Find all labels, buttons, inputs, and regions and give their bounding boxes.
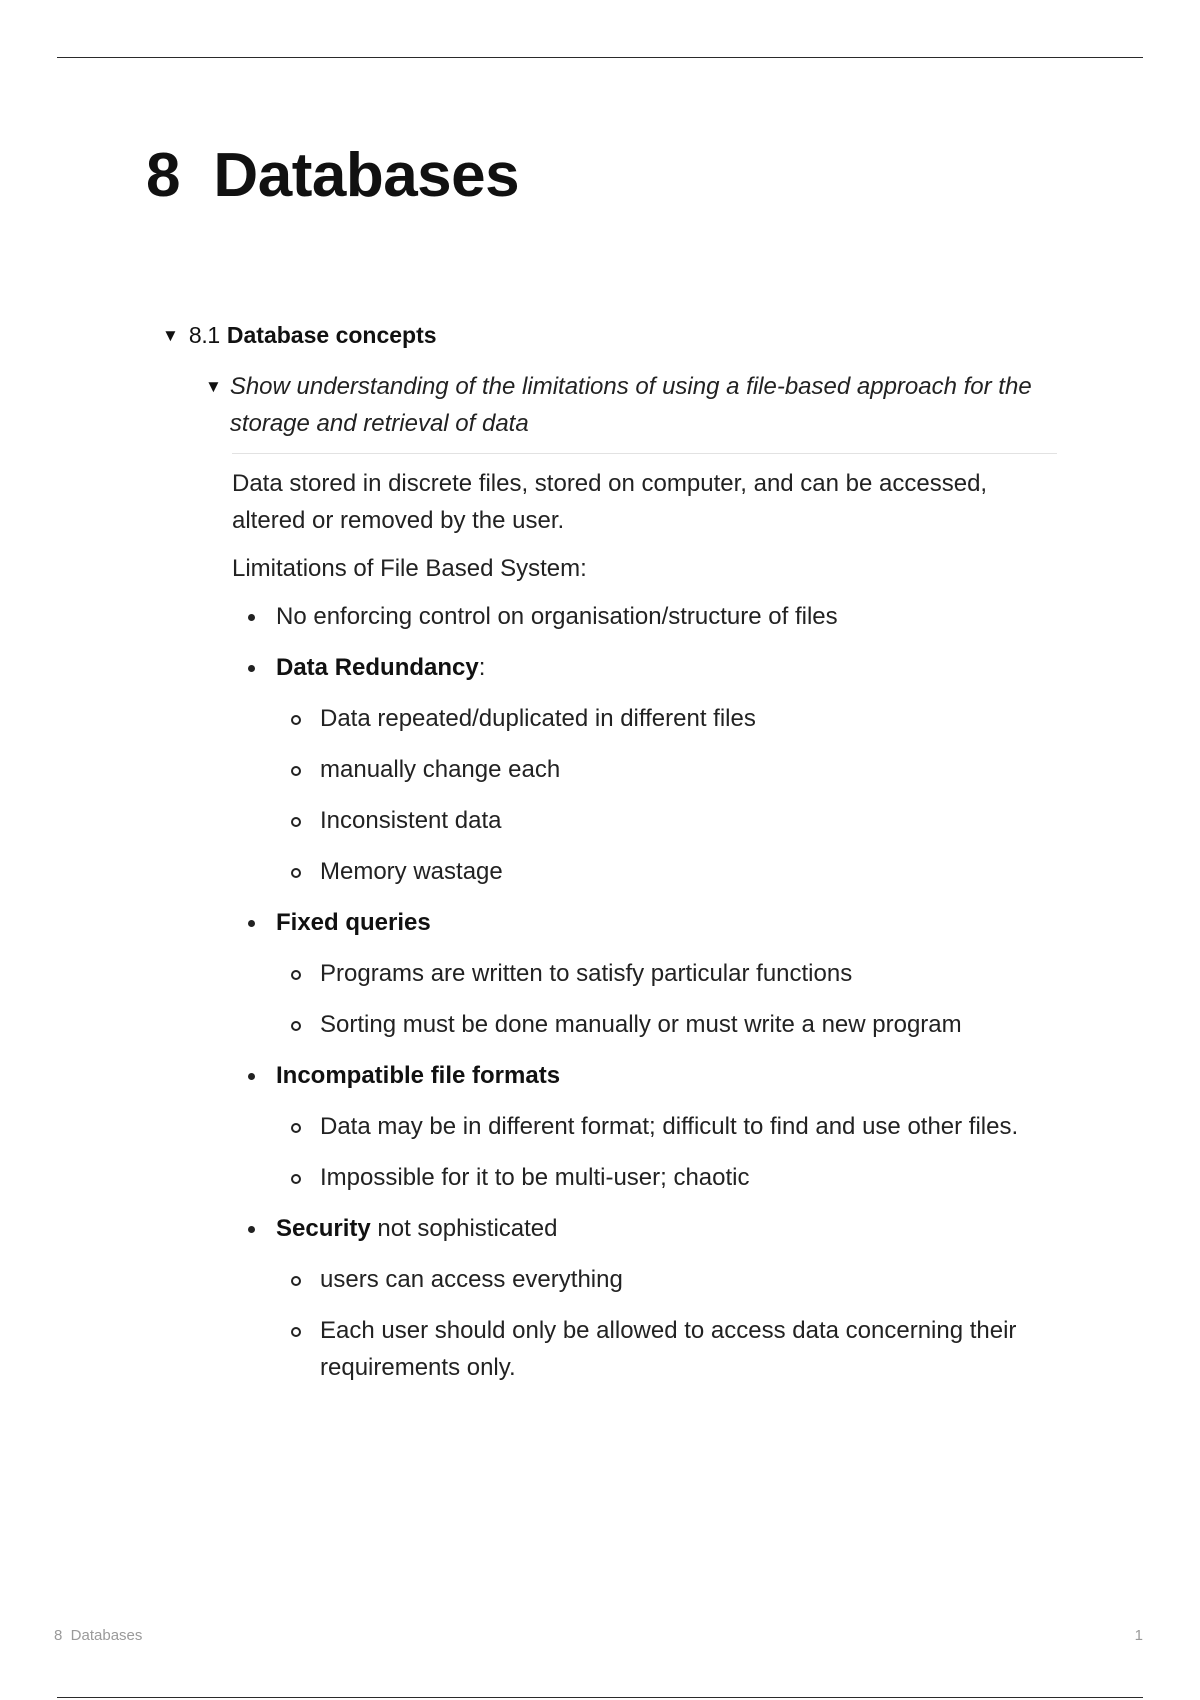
sub-list: [276, 955, 1062, 1043]
hollow-bullet-icon: [291, 715, 301, 725]
sub-list: [276, 1108, 1062, 1196]
hollow-bullet-icon: [291, 1174, 301, 1184]
triangle-down-icon[interactable]: ▼: [162, 326, 179, 345]
sub-list: [276, 1261, 1062, 1386]
page-number: 1: [1134, 1627, 1143, 1644]
divider: [232, 453, 1057, 454]
bullet-icon: [248, 1226, 255, 1233]
sub-list-item-text: Data repeated/duplicated in different files: [320, 705, 756, 732]
bullet-icon: [248, 665, 255, 672]
bullet-icon: [248, 1073, 255, 1080]
list-item-text: [276, 909, 431, 936]
sub-list-item: [276, 955, 1062, 992]
list-item: [232, 1057, 1062, 1196]
list-item: [232, 904, 1062, 1043]
list-item: [232, 649, 1062, 890]
intro-paragraph: Data stored in discrete files, stored on computer, and can be accessed, altered or removed by the user.: [232, 470, 988, 534]
sub-list-item: [276, 853, 1062, 890]
hollow-bullet-icon: [291, 970, 301, 980]
list-item-bold: Data Redundancy: [276, 654, 479, 681]
sub-list-item-text: Inconsistent data: [320, 807, 502, 834]
sub-list: [276, 700, 1062, 890]
hollow-bullet-icon: [291, 817, 301, 827]
sub-list-item: [276, 751, 1062, 788]
section-title: Database concepts: [226, 322, 437, 348]
subtopic-toggle[interactable]: [205, 368, 1055, 442]
hollow-bullet-icon: [291, 1276, 301, 1286]
sub-list-item: [276, 1006, 1062, 1043]
list-item-bold: Fixed queries: [276, 909, 431, 936]
list-item-bold: Incompatible file formats: [276, 1062, 561, 1089]
hollow-bullet-icon: [291, 1123, 301, 1133]
sub-list-item: [276, 802, 1062, 839]
sub-list-item: [276, 1108, 1062, 1145]
bottom-rule: [57, 1697, 1143, 1698]
sub-list-item-text: Impossible for it to be multi-user; chaotic: [320, 1164, 750, 1191]
hollow-bullet-icon: [291, 766, 301, 776]
list-item-rest: No enforcing control on organisation/structure of files: [276, 603, 838, 630]
sub-list-item-text: Programs are written to satisfy particular functions: [320, 960, 853, 987]
section-toggle[interactable]: [162, 322, 437, 349]
sub-list-item: [276, 1312, 1062, 1386]
triangle-down-icon[interactable]: ▼: [205, 377, 222, 396]
sub-list-item-text: Memory wastage: [320, 858, 503, 885]
list-item-rest: :: [478, 654, 486, 681]
sub-list-item: [276, 1159, 1062, 1196]
sub-list-item-text: Sorting must be done manually or must write a new program: [320, 1011, 962, 1038]
sub-list-item-text: manually change each: [320, 756, 561, 783]
subtopic-text: Show understanding of the limitations of using a file-based approach for the storage and retrieval of data: [229, 373, 1032, 437]
toggle-content: [232, 465, 1062, 1400]
section-number: 8.1: [188, 322, 220, 348]
list-item: [232, 1210, 1062, 1386]
sub-list-item-text: Each user should only be allowed to access data concerning their requirements only.: [320, 1317, 1017, 1381]
top-rule: [57, 57, 1143, 58]
page-title: 8 Databases: [146, 141, 520, 210]
footer-title: 8 Databases: [54, 1627, 143, 1644]
list-item-text: [276, 654, 485, 681]
list-item-text: [276, 603, 838, 630]
list-item-text: [276, 1062, 560, 1089]
hollow-bullet-icon: [291, 1327, 301, 1337]
sub-list-item-text: Data may be in different format; difficult to find and use other files.: [320, 1113, 1019, 1140]
sub-list-item: [276, 700, 1062, 737]
sub-list-item-text: users can access everything: [320, 1266, 623, 1293]
list-item: [232, 598, 1062, 635]
list-item-bold: Security: [276, 1215, 371, 1242]
limitations-list: [232, 598, 1062, 1386]
list-item-rest: not sophisticated: [370, 1215, 558, 1242]
hollow-bullet-icon: [291, 868, 301, 878]
limitations-heading: Limitations of File Based System:: [232, 555, 587, 582]
bullet-icon: [248, 920, 255, 927]
sub-list-item: [276, 1261, 1062, 1298]
bullet-icon: [248, 614, 255, 621]
list-item-text: [276, 1215, 558, 1242]
hollow-bullet-icon: [291, 1021, 301, 1031]
